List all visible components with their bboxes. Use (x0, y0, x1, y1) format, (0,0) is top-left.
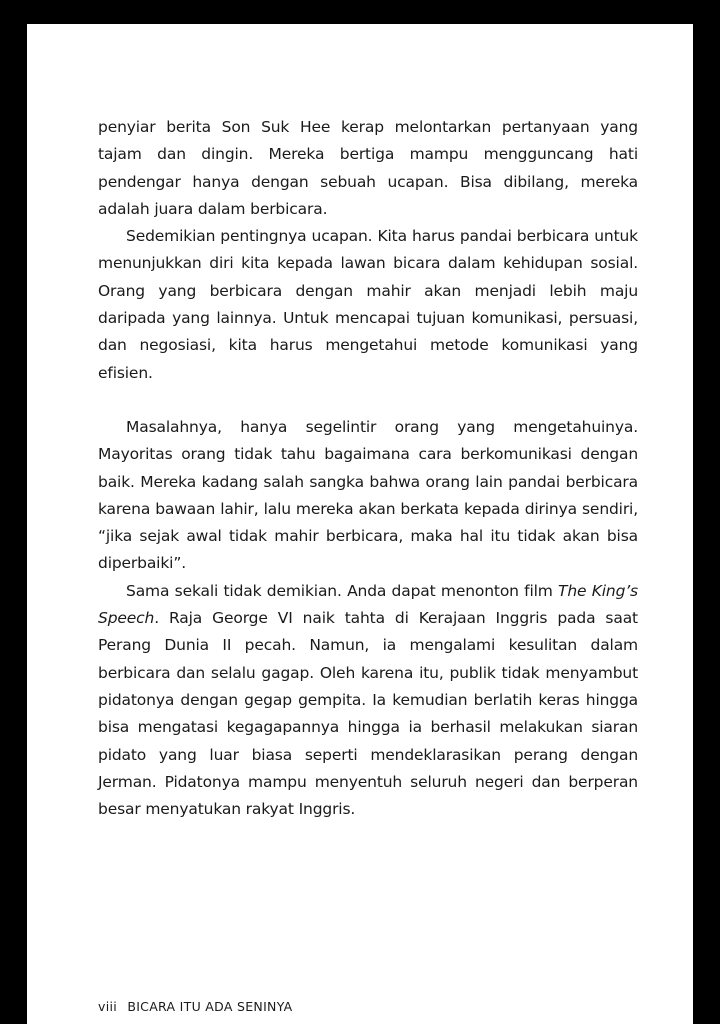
page-footer (98, 999, 293, 1014)
paragraph-2: Sedemikian pentingnya ucapan. Kita harus pandai berbicara untuk menunjukkan diri kita kepada lawan bicara dalam kehidupan sosial. Orang yang berbicara dengan mahir akan menjadi lebih maju daripada yang lainnya. Untuk mencapai tujuan komunikasi, persuasi, dan negosiasi, kita harus mengetahui metode komunikasi yang efisien. (98, 227, 638, 382)
paragraph-1: penyiar berita Son Suk Hee kerap melontarkan pertanyaan yang tajam dan dingin. Mereka bertiga mampu mengguncang hati pendengar hanya dengan sebuah ucapan. Bisa dibilang, mereka adalah juara dalam berbicara. (98, 118, 638, 218)
page-number: viii (98, 999, 118, 1014)
paragraph-3: Masalahnya, hanya segelintir orang yang mengetahuinya. Mayoritas orang tidak tahu bagaimana cara berkomunikasi dengan baik. Mereka kadang salah sangka bahwa orang lain pandai berbicara karena bawaan lahir, lalu mereka akan berkata kepada dirinya sendiri, “jika sejak awal tidak mahir berbicara, maka hal itu tidak akan bisa diperbaiki”. (98, 417, 638, 573)
film-title: The King’s Speech (98, 581, 638, 628)
book-page (27, 24, 693, 1024)
page-body (98, 114, 638, 823)
paragraph-4 (98, 578, 638, 824)
paragraph-4-intro: Sama sekali tidak demikian. Anda dapat menonton film (126, 581, 559, 600)
paragraph-4-rest: . Raja George VI naik tahta di Kerajaan Inggris pada saat Perang Dunia II pecah. Namun, ia mengalami kesulitan dalam berbicara dan selalu gagap. Oleh karena itu, publik tidak menyambut pidatonya dengan gegap gempita. Ia kemudian berlatih keras hingga bisa mengatasi kegagapannya hingga ia berhasil melakukan siaran pidato yang luar biasa seperti mendeklarasikan perang dengan Jerman. Pidatonya mampu menyentuh seluruh negeri dan berperan besar menyatukan rakyat Inggris. (98, 609, 638, 819)
running-title: BICARA ITU ADA SENINYA (127, 999, 293, 1014)
